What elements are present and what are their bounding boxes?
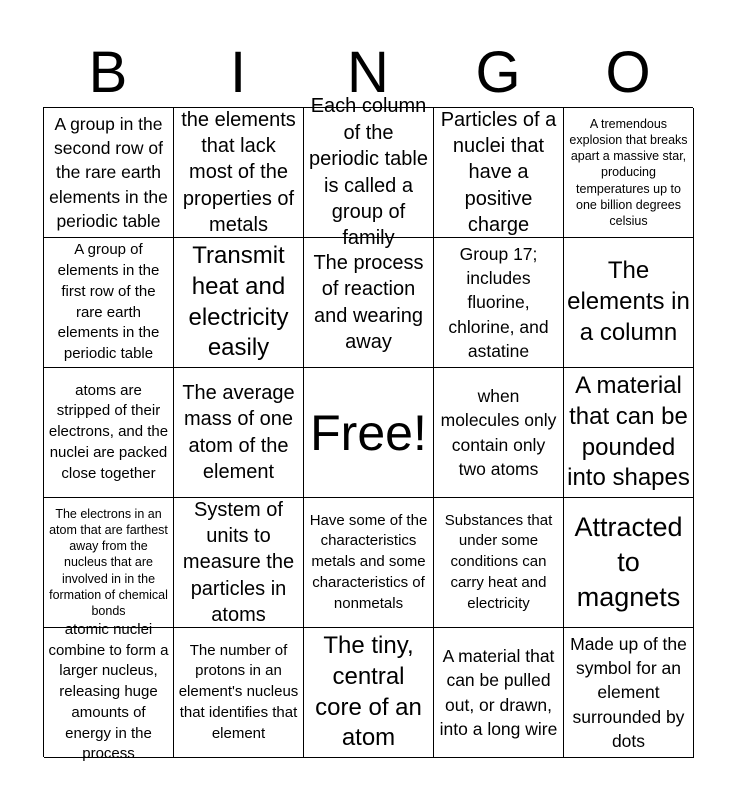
bingo-free-space[interactable] <box>304 368 434 498</box>
cell-text: A material that can be pulled out, or drawn, into a long wire <box>439 646 558 739</box>
cell-text: The tiny, central core of an atom <box>315 632 422 752</box>
bingo-card-grid <box>43 95 693 763</box>
bingo-cell[interactable] <box>434 628 564 758</box>
header-letter-o: O <box>605 40 651 105</box>
free-space-text: Free! <box>310 404 427 461</box>
cell-text: the elements that lack most of the properties of metals <box>181 108 296 237</box>
bingo-cell[interactable] <box>44 498 174 628</box>
cell-text: Particles of a nuclei that have a positive charge <box>440 108 557 237</box>
cell-text: Transmit heat and electricity easily <box>188 242 289 362</box>
bingo-cell[interactable] <box>304 628 434 758</box>
header-letter-n: N <box>347 40 389 105</box>
bingo-cell[interactable] <box>174 238 304 368</box>
cell-text: Each column of the periodic table is called a group of family <box>309 95 428 250</box>
cell-text: The process of reaction and wearing away <box>313 251 424 353</box>
cell-text: The elements in a column <box>567 257 690 346</box>
cell-text: when molecules only contain only two atoms <box>440 386 557 479</box>
bingo-cell[interactable] <box>564 498 694 628</box>
bingo-cell[interactable] <box>564 628 694 758</box>
cell-text: atomic nuclei combine to form a larger nucleus, releasing huge amounts of energy in the process <box>48 621 169 763</box>
bingo-cell[interactable] <box>174 368 304 498</box>
bingo-cell[interactable] <box>174 628 304 758</box>
bingo-cell[interactable] <box>174 498 304 628</box>
bingo-cell[interactable] <box>44 621 174 763</box>
bingo-cell[interactable] <box>434 368 564 498</box>
cell-text: Attracted to magnets <box>574 511 683 613</box>
cell-text: Substances that under some conditions can carry heat and electricity <box>444 511 553 612</box>
cell-text: Have some of the characteristics metals and some characteristics of nonmetals <box>309 511 428 612</box>
bingo-cell[interactable] <box>174 108 304 238</box>
bingo-cell[interactable] <box>434 238 564 368</box>
bingo-cell[interactable] <box>564 238 694 368</box>
cell-text: A material that can be pounded into shapes <box>567 372 690 492</box>
bingo-cell[interactable] <box>304 238 434 368</box>
bingo-cell[interactable] <box>304 95 434 250</box>
bingo-cell[interactable] <box>434 498 564 628</box>
header-letter-b: B <box>88 40 128 105</box>
bingo-cell[interactable] <box>304 498 434 628</box>
cell-text: A group in the second row of the rare earth elements in the periodic table <box>49 114 168 231</box>
bingo-cell[interactable] <box>44 368 174 498</box>
bingo-cell[interactable] <box>564 368 694 498</box>
cell-text: The number of protons in an element's nucleus that identifies that element <box>178 641 299 742</box>
cell-text: atoms are stripped of their electrons, and the nuclei are packed close together <box>48 381 169 482</box>
cell-text: A group of elements in the first row of the rare earth elements in the periodic table <box>57 241 160 362</box>
cell-text: Made up of the symbol for an element surrounded by dots <box>570 634 687 751</box>
bingo-cell[interactable] <box>434 108 564 238</box>
cell-text: The average mass of one atom of the element <box>182 381 295 483</box>
bingo-cell[interactable] <box>564 108 694 238</box>
cell-text: Group 17; includes fluorine, chlorine, and astatine <box>448 244 549 361</box>
bingo-cell[interactable] <box>44 108 174 238</box>
header-letter-g: G <box>475 40 521 105</box>
cell-text: System of units to measure the particles in atoms <box>182 498 295 627</box>
cell-text: The electrons in an atom that are farthest away from the nucleus that are involved in in the formation of chemical bonds <box>49 506 168 619</box>
bingo-cell[interactable] <box>44 238 174 368</box>
cell-text: A tremendous explosion that breaks apart a massive star, producing temperatures up to one billion degrees celsius <box>569 116 688 229</box>
header-letter-i: I <box>229 40 247 105</box>
